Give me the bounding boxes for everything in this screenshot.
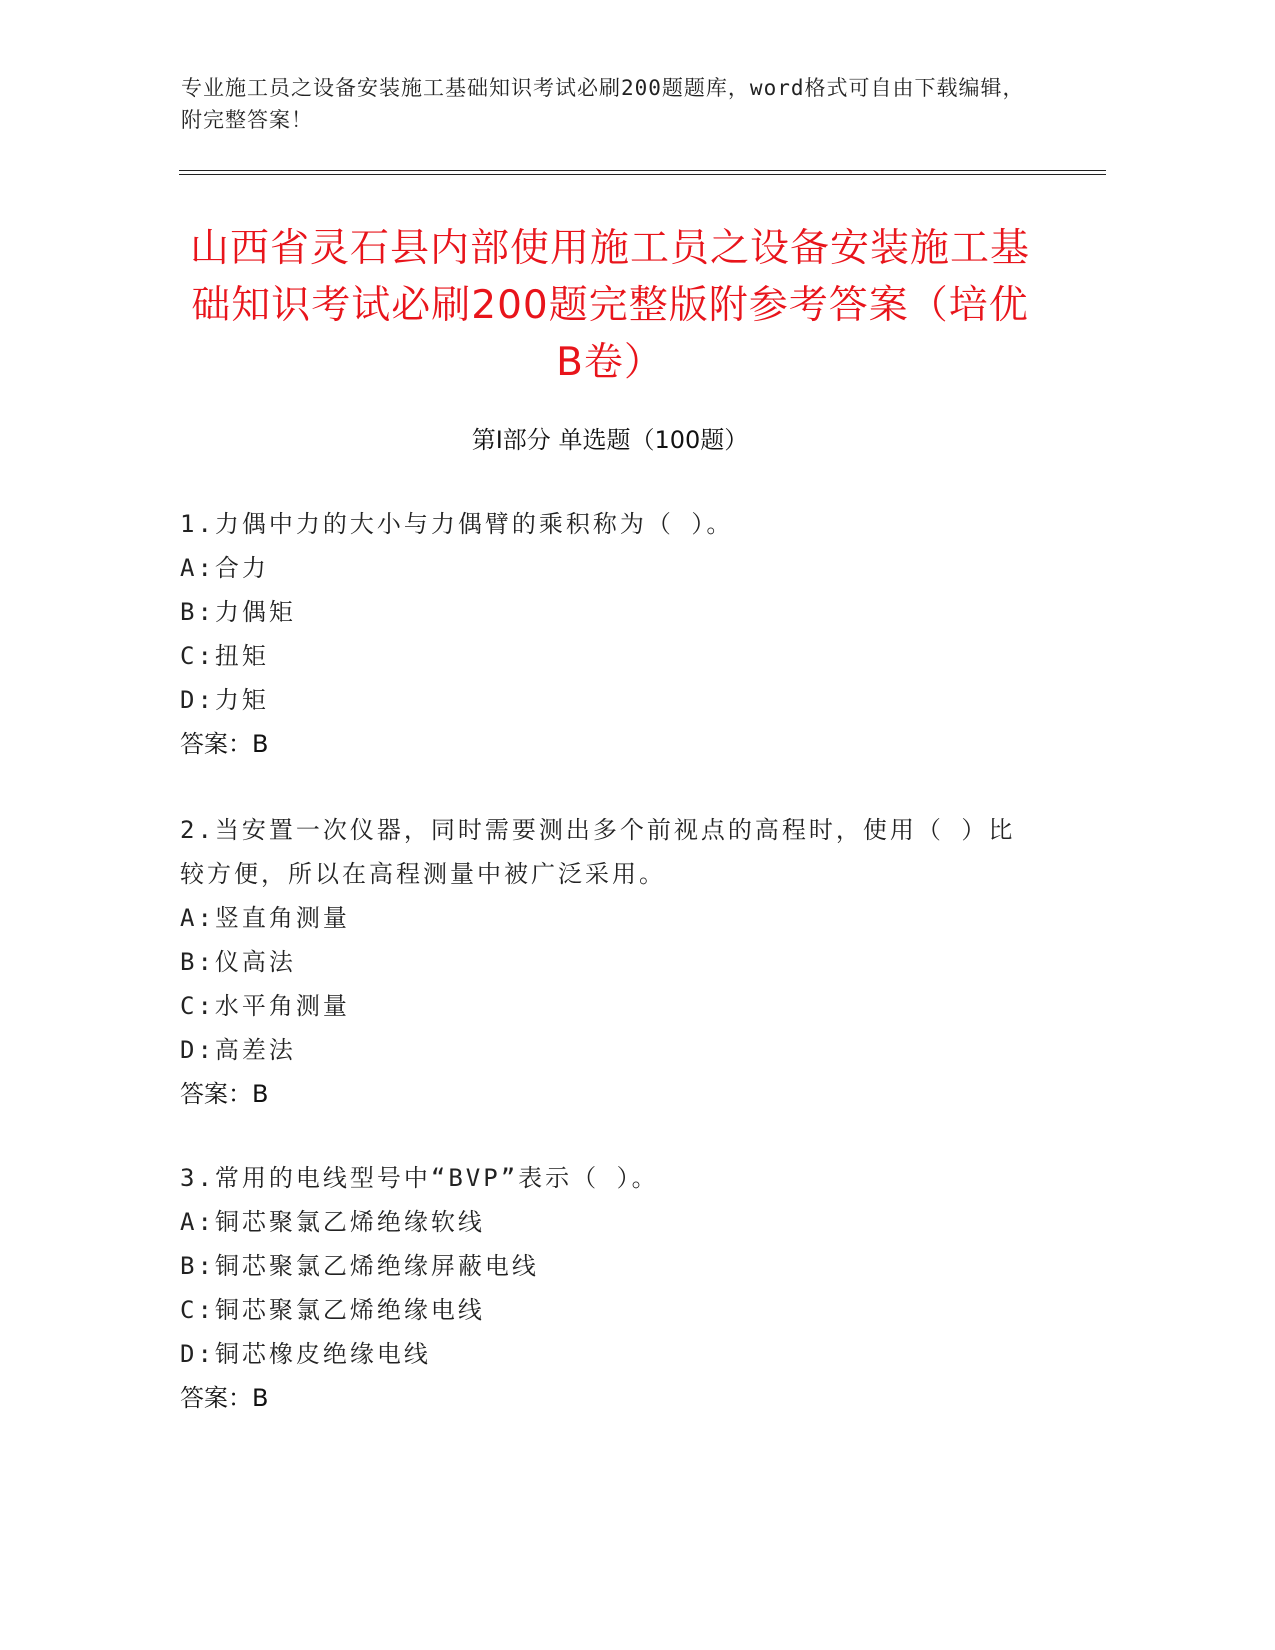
option-b: B:力偶矩 (180, 598, 296, 626)
option-d: D:力矩 (180, 686, 269, 714)
question-stem: 3.常用的电线型号中“BVP”表示（ ）。 (180, 1164, 659, 1192)
header-rule-bottom (179, 174, 1106, 175)
option-a: A:竖直角测量 (180, 904, 350, 932)
answer: 答案：B (180, 1080, 269, 1108)
option-c: C:扭矩 (180, 642, 269, 670)
question-stem: 1.力偶中力的大小与力偶臂的乘积称为（ ）。 (180, 510, 734, 538)
document-title: 山西省灵石县内部使用施工员之设备安装施工基础知识考试必刷200题完整版附参考答案（培优B卷） (189, 226, 1030, 385)
question-1 (180, 502, 1040, 766)
option-c: C:铜芯聚氯乙烯绝缘电线 (180, 1296, 485, 1324)
option-b: B:仪高法 (180, 948, 296, 976)
question-stem: 2.当安置一次仪器，同时需要测出多个前视点的高程时，使用（ ）比较方便，所以在高程测量中被广泛采用。 (180, 816, 1016, 888)
option-d: D:铜芯橡皮绝缘电线 (180, 1340, 431, 1368)
question-3 (180, 1156, 1040, 1420)
question-2 (180, 808, 1040, 1116)
option-d: D:高差法 (180, 1036, 296, 1064)
option-a: A:铜芯聚氯乙烯绝缘软线 (180, 1208, 485, 1236)
section-title: 第Ⅰ部分 单选题（100题） (471, 426, 749, 454)
answer: 答案：B (180, 1384, 269, 1412)
header-note: 专业施工员之设备安装施工基础知识考试必刷200题题库，word格式可自由下载编辑，附完整答案！ (181, 76, 1025, 132)
option-c: C:水平角测量 (180, 992, 350, 1020)
option-a: A:合力 (180, 554, 269, 582)
answer: 答案：B (180, 730, 269, 758)
option-b: B:铜芯聚氯乙烯绝缘屏蔽电线 (180, 1252, 539, 1280)
header-rule-top (179, 170, 1106, 171)
